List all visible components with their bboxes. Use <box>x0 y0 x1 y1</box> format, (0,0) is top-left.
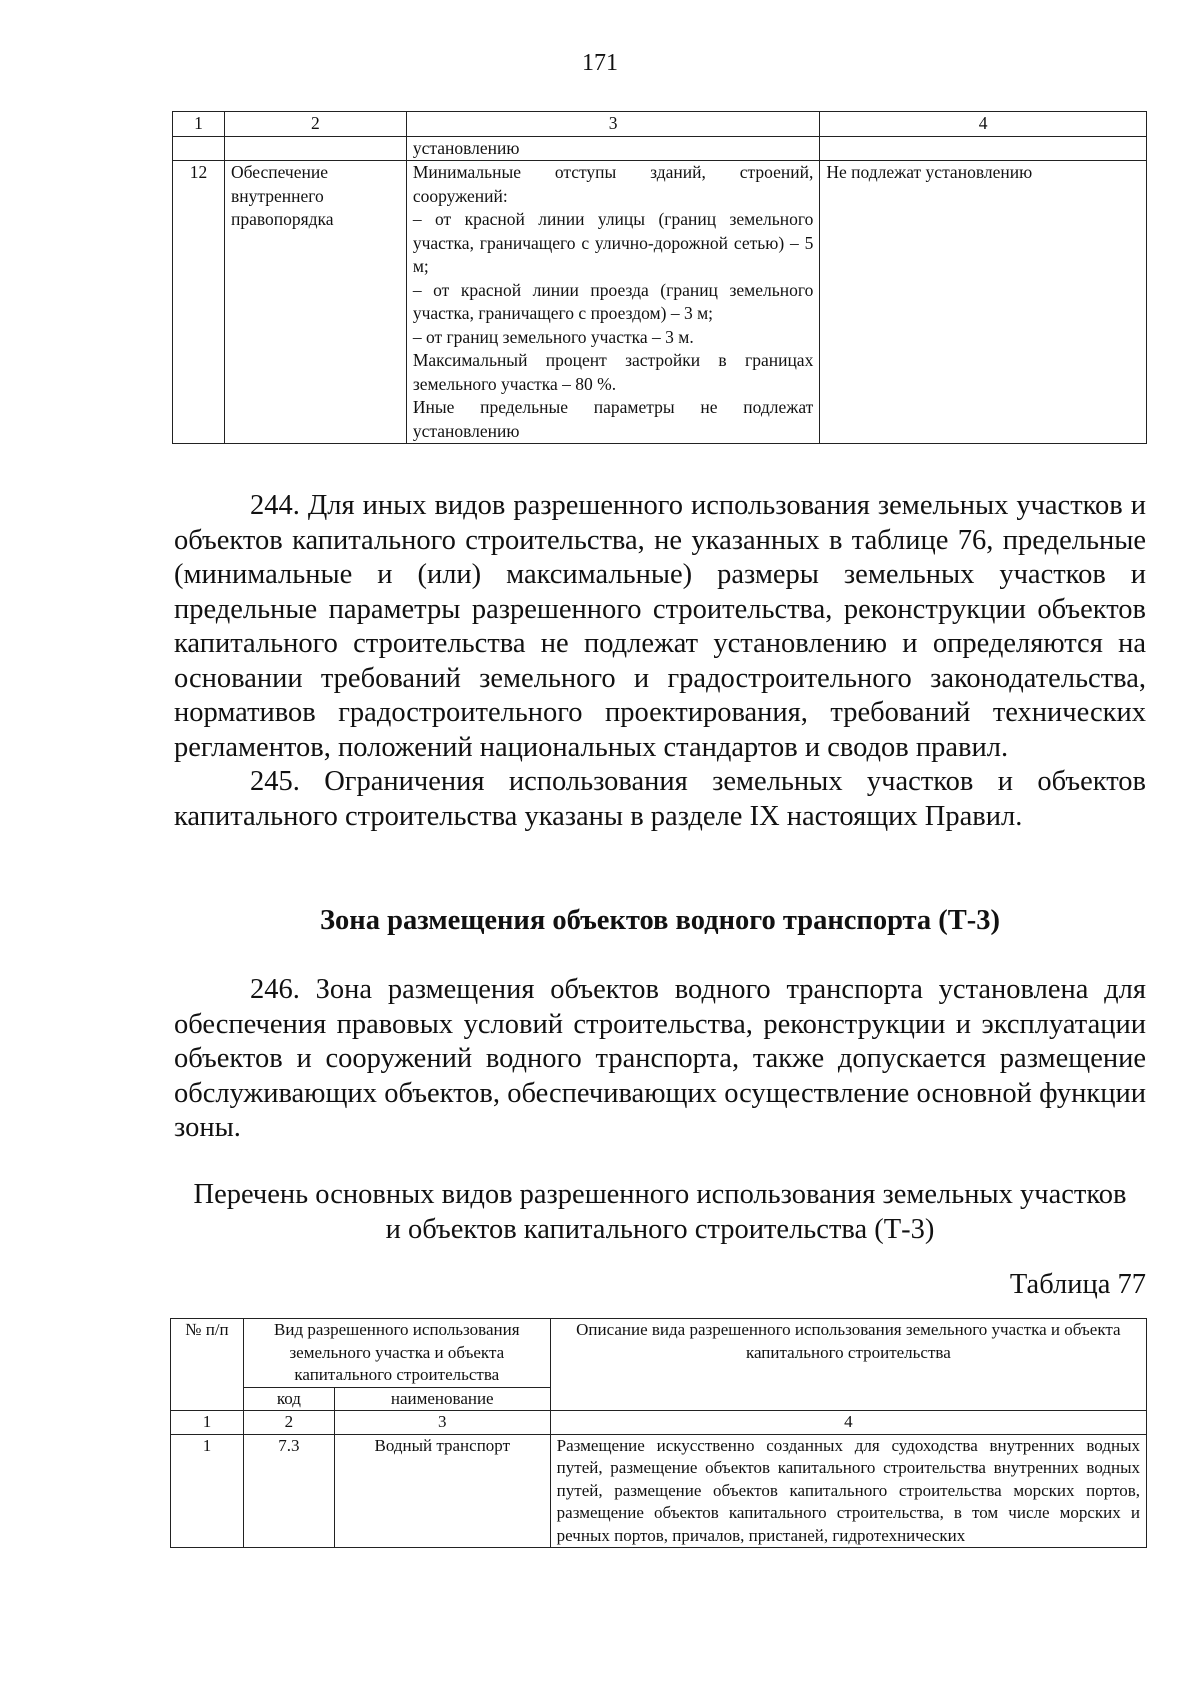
table-row <box>171 1434 1147 1548</box>
page-number: 171 <box>582 50 618 76</box>
col-number-3: 3 <box>406 112 820 137</box>
cont-cell-1 <box>173 136 225 161</box>
param-line: Минимальные отступы зданий, строений, сооружений: <box>412 162 814 206</box>
col-number-2: 2 <box>243 1411 334 1435</box>
column-number-row <box>173 112 1147 137</box>
cont-cell-4 <box>820 136 1147 161</box>
list-title-line-1: Перечень основных видов разрешенного использования земельных участков <box>193 1179 1127 1210</box>
list-title <box>174 1178 1146 1247</box>
col-number-4: 4 <box>550 1411 1146 1435</box>
row-name: Водный транспорт <box>334 1434 550 1548</box>
row-code: 7.3 <box>243 1434 334 1548</box>
table-76-continuation <box>172 111 1147 444</box>
cont-cell-3: установлению <box>406 136 820 161</box>
header-code: код <box>243 1387 334 1411</box>
table-row <box>173 161 1147 444</box>
param-line: – от красной линии улицы (границ земельного участка, граничащего с улично-дорожной сетью) – 5 м; <box>412 209 814 276</box>
paragraph-246: 246. Зона размещения объектов водного транспорта установлена для обеспечения правовых условий строительства, реконструкции и эксплуатации объектов и сооружений водного транспорта, также допускается размещение обслуживающих объектов, обеспечивающих осуществление основной функции зоны. <box>174 974 1146 1143</box>
header-name: наименование <box>334 1387 550 1411</box>
row-params <box>406 161 820 444</box>
cont-cell-2 <box>224 136 406 161</box>
paragraph-244: 244. Для иных видов разрешенного использования земельных участков и объектов капитального строительства, не указанных в таблице 76, предельные (минимальные и (или) максимальные) размеры земельных участков и предельные параметры разрешенного строительства, реконструкции объектов капитального строительства не подлежат установлению и определяются на основании требований земельного и градостроительного законодательства, нормативов градостроительного проектирования, требований технических регламентов, положений национальных стандартов и сводов правил. <box>174 490 1146 763</box>
col-number-1: 1 <box>171 1411 244 1435</box>
column-number-row <box>171 1411 1147 1435</box>
header-row <box>171 1319 1147 1388</box>
table-label: Таблица 77 <box>1009 1269 1146 1300</box>
col-number-2: 2 <box>224 112 406 137</box>
header-description: Описание вида разрешенного использования земельного участка и объекта капитального строительства <box>550 1319 1146 1411</box>
continuation-row <box>173 136 1147 161</box>
param-line: Иные предельные параметры не подлежат установлению <box>412 397 814 441</box>
section-heading: Зона размещения объектов водного транспорта (Т-3) <box>320 905 1000 936</box>
row-number: 1 <box>171 1434 244 1548</box>
row-description: Размещение искусственно созданных для судоходства внутренних водных путей, размещение объектов капитального строительства внутренних водных путей, размещение объектов капитального строительства морских портов, размещение объектов капитального строительства, в том числе морских и речных портов, причалов, пристаней, гидротехнических <box>550 1434 1146 1548</box>
col-number-1: 1 <box>173 112 225 137</box>
col-number-3: 3 <box>334 1411 550 1435</box>
param-line: – от границ земельного участка – 3 м. <box>412 326 694 347</box>
header-number: № п/п <box>171 1319 244 1411</box>
row-number: 12 <box>173 161 225 444</box>
table-77 <box>170 1318 1147 1548</box>
param-line: Максимальный процент застройки в границах земельного участка – 80 %. <box>412 350 814 394</box>
col-number-4: 4 <box>820 112 1147 137</box>
row-name: Обеспечение внутреннего правопорядка <box>224 161 406 444</box>
paragraph-245: 245. Ограничения использования земельных участков и объектов капитального строительства указаны в разделе IX настоящих Правил. <box>174 766 1146 832</box>
paragraph-block-244-245 <box>174 489 1146 834</box>
list-title-line-2: и объектов капитального строительства (Т-3) <box>385 1213 935 1245</box>
row-col4: Не подлежат установлению <box>820 161 1147 444</box>
paragraph-block-246 <box>174 973 1146 1146</box>
param-line: – от красной линии проезда (границ земельного участка, граничащего с проездом) – 3 м; <box>412 279 814 323</box>
header-kind: Вид разрешенного использования земельного участка и объекта капитального строительства <box>243 1319 550 1388</box>
